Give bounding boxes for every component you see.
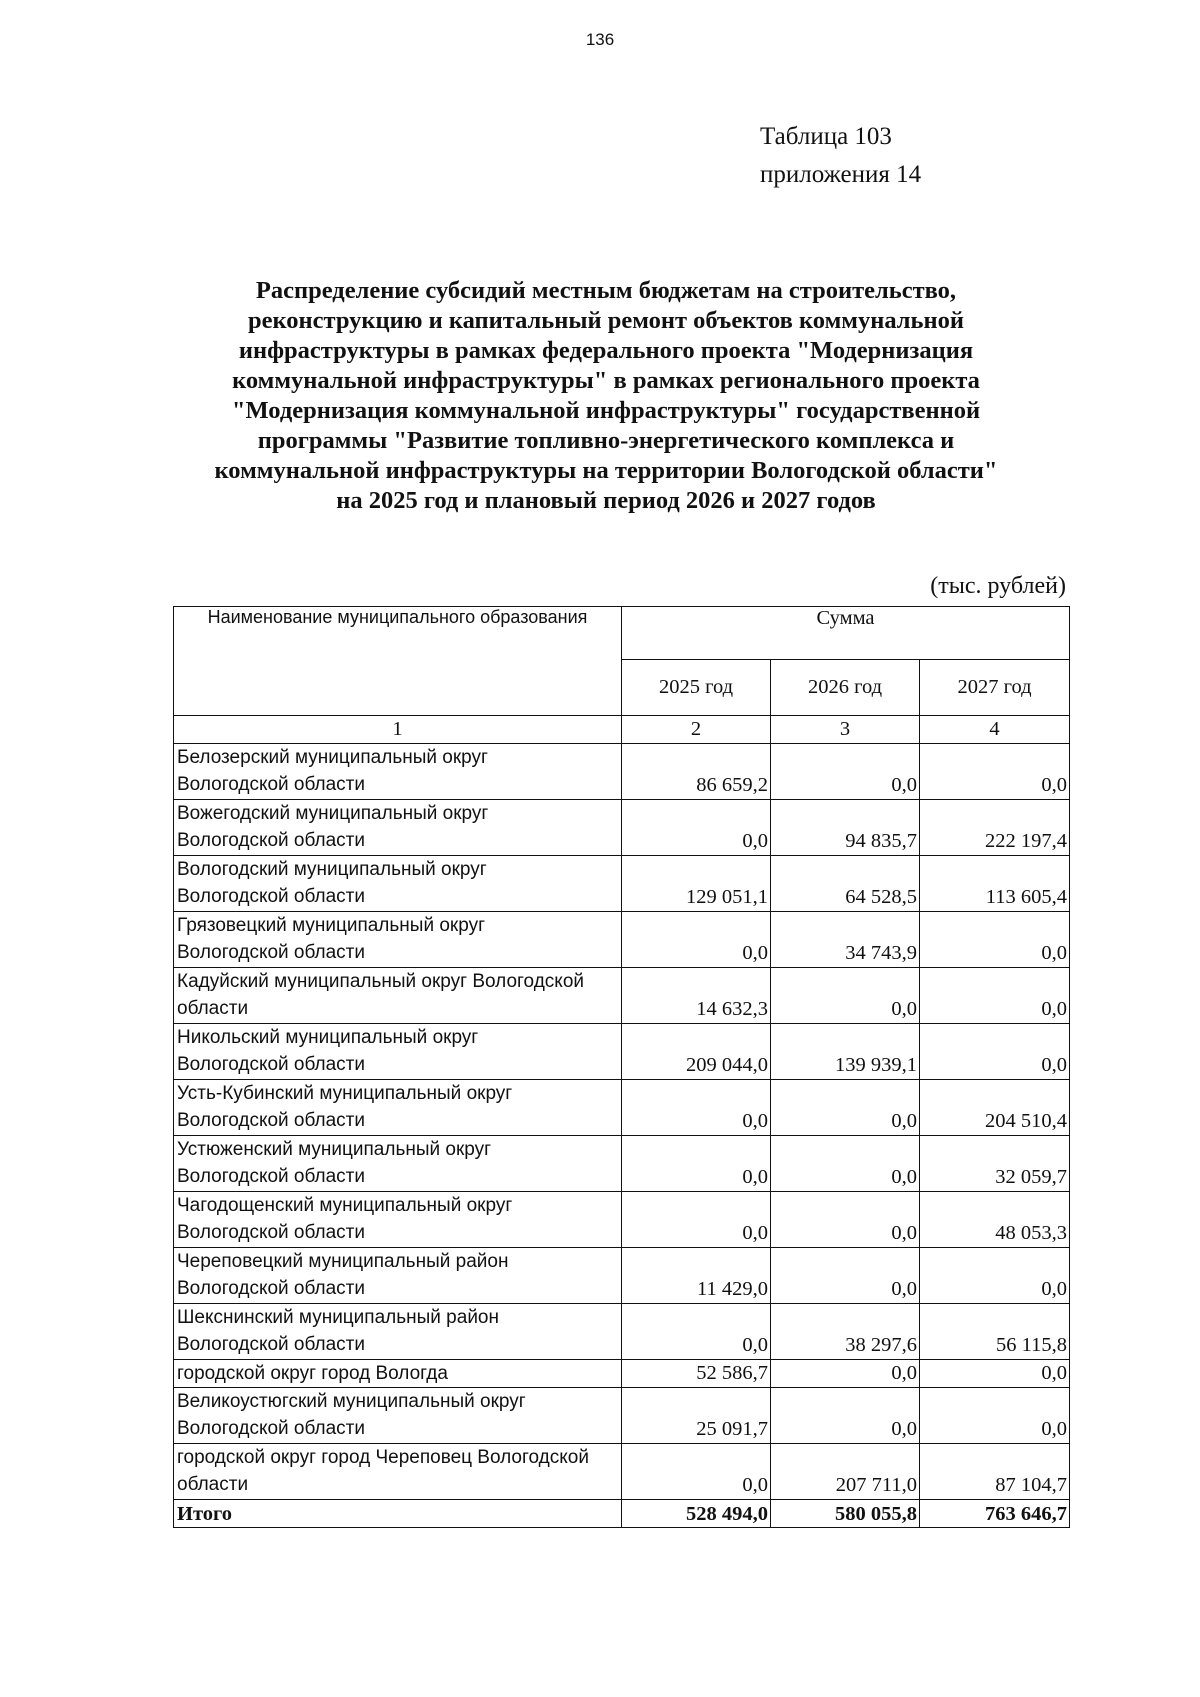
amount-2025-cell: 0,0 (622, 1136, 771, 1192)
municipality-name-line: Кадуйский муниципальный округ Вологодской (177, 971, 584, 992)
municipality-name-line: городской округ город Череповец Вологодской (177, 1447, 589, 1468)
municipality-name-cell (174, 1192, 622, 1248)
amount-2027-cell: 87 104,7 (920, 1444, 1070, 1500)
title-line: "Модернизация коммунальной инфраструктуры" государственной (231, 397, 981, 424)
page-number: 136 (585, 30, 615, 49)
amount-2026-cell: 0,0 (771, 1192, 920, 1248)
municipality-name-line: Вологодской области (177, 1166, 365, 1187)
amount-2027-cell: 222 197,4 (920, 800, 1070, 856)
municipality-name-line: Вологодской области (177, 1334, 365, 1355)
municipality-name-line: Череповецкий муниципальный район (177, 1251, 509, 1272)
amount-2026-cell: 0,0 (771, 1136, 920, 1192)
table-row (174, 1024, 1070, 1080)
municipality-name-line: Вожегодский муниципальный округ (177, 803, 489, 824)
title-line: коммунальной инфраструктуры на территории Вологодской области" (214, 457, 998, 484)
amount-2026-cell: 139 939,1 (771, 1024, 920, 1080)
amount-2025-cell: 0,0 (622, 1192, 771, 1248)
amount-2026-cell: 94 835,7 (771, 800, 920, 856)
table-row (174, 1136, 1070, 1192)
amount-2025-cell: 52 586,7 (622, 1360, 771, 1388)
header-municipality: Наименование муниципального образования (174, 607, 622, 716)
amount-2025-cell: 25 091,7 (622, 1388, 771, 1444)
amount-2027-cell: 0,0 (920, 912, 1070, 968)
column-number: 4 (920, 716, 1070, 744)
municipality-name-line: Вологодской области (177, 1054, 365, 1075)
municipality-name-cell (174, 1136, 622, 1192)
municipality-name-cell (174, 856, 622, 912)
amount-2025-cell: 0,0 (622, 1304, 771, 1360)
municipality-name-line: Вологодской области (177, 1278, 365, 1299)
table-row (174, 968, 1070, 1024)
total-2025-cell: 528 494,0 (622, 1500, 771, 1528)
municipality-name-line: Никольский муниципальный округ (177, 1027, 479, 1048)
header-year-2027: 2027 год (920, 660, 1070, 716)
municipality-name-line: городской округ город Вологда (177, 1363, 448, 1384)
column-number: 2 (622, 716, 771, 744)
amount-2025-cell: 0,0 (622, 800, 771, 856)
municipality-name-line: Устюженский муниципальный округ (177, 1139, 492, 1160)
municipality-name-line: Грязовецкий муниципальный округ (177, 915, 485, 936)
amount-2025-cell: 86 659,2 (622, 744, 771, 800)
municipality-name-line: Вологодской области (177, 1110, 365, 1131)
municipality-name-cell (174, 1444, 622, 1500)
amount-2027-cell: 0,0 (920, 744, 1070, 800)
amount-2026-cell: 38 297,6 (771, 1304, 920, 1360)
title-line: инфраструктуры в рамках федерального проекта "Модернизация (238, 337, 974, 364)
title-line: Распределение субсидий местным бюджетам на строительство, (255, 277, 957, 304)
table-row (174, 1388, 1070, 1444)
total-row (174, 1500, 1070, 1528)
subsidy-table (173, 606, 1070, 1528)
total-2026-cell: 580 055,8 (771, 1500, 920, 1528)
amount-2027-cell: 0,0 (920, 1360, 1070, 1388)
municipality-name-line: Вологодской области (177, 1222, 365, 1243)
amount-2025-cell: 14 632,3 (622, 968, 771, 1024)
amount-2027-cell: 204 510,4 (920, 1080, 1070, 1136)
municipality-name-cell (174, 800, 622, 856)
municipality-name-line: Белозерский муниципальный округ (177, 747, 488, 768)
amount-2026-cell: 34 743,9 (771, 912, 920, 968)
amount-2026-cell: 0,0 (771, 968, 920, 1024)
column-number: 3 (771, 716, 920, 744)
amount-2026-cell: 207 711,0 (771, 1444, 920, 1500)
units-label: (тыс. рублей) (930, 573, 1066, 599)
amount-2026-cell: 64 528,5 (771, 856, 920, 912)
header-year-2025: 2025 год (622, 660, 771, 716)
municipality-name-line: области (177, 1474, 249, 1495)
table-reference (760, 118, 921, 194)
header-sum: Сумма (622, 607, 1070, 660)
municipality-name-line: Шекснинский муниципальный район (177, 1307, 499, 1328)
total-label: Итого (174, 1500, 622, 1528)
title-line: реконструкцию и капитальный ремонт объектов коммунальной (248, 307, 964, 334)
column-number: 1 (174, 716, 622, 744)
amount-2026-cell: 0,0 (771, 1388, 920, 1444)
column-numbers-row (174, 716, 1070, 744)
municipality-name-cell (174, 1080, 622, 1136)
amount-2026-cell: 0,0 (771, 1248, 920, 1304)
header-year-2026: 2026 год (771, 660, 920, 716)
amount-2025-cell: 209 044,0 (622, 1024, 771, 1080)
municipality-name-line: Вологодской области (177, 942, 365, 963)
municipality-name-line: области (177, 998, 249, 1019)
municipality-name-line: Вологодской области (177, 830, 365, 851)
municipality-name-line: Вологодской области (177, 1418, 365, 1439)
municipality-name-line: Вологодской области (177, 886, 365, 907)
municipality-name-cell (174, 1304, 622, 1360)
municipality-name-line: Усть-Кубинский муниципальный округ (177, 1083, 513, 1104)
table-row (174, 1444, 1070, 1500)
table-row (174, 1360, 1070, 1388)
amount-2027-cell: 48 053,3 (920, 1192, 1070, 1248)
municipality-name-cell (174, 1248, 622, 1304)
amount-2027-cell: 113 605,4 (920, 856, 1070, 912)
municipality-name-cell (174, 912, 622, 968)
table-row (174, 912, 1070, 968)
table-row (174, 800, 1070, 856)
municipality-name-line: Вологодской области (177, 774, 365, 795)
municipality-name-cell (174, 1024, 622, 1080)
title-line: коммунальной инфраструктуры" в рамках регионального проекта (232, 367, 980, 394)
amount-2025-cell: 11 429,0 (622, 1248, 771, 1304)
municipality-name-cell (174, 968, 622, 1024)
municipality-name-line: Чагодощенский муниципальный округ (177, 1195, 513, 1216)
title-line: программы "Развитие топливно-энергетического комплекса и (257, 427, 955, 454)
table-number: Таблица 103 (760, 123, 892, 150)
amount-2025-cell: 0,0 (622, 912, 771, 968)
amount-2027-cell: 0,0 (920, 1388, 1070, 1444)
table-row (174, 744, 1070, 800)
table-row (174, 1080, 1070, 1136)
municipality-name-cell (174, 744, 622, 800)
municipality-name-line: Вологодский муниципальный округ (177, 859, 487, 880)
title-line: на 2025 год и плановый период 2026 и 2027 годов (336, 487, 876, 514)
amount-2027-cell: 0,0 (920, 1248, 1070, 1304)
amount-2025-cell: 0,0 (622, 1080, 771, 1136)
municipality-name-cell (174, 1360, 622, 1388)
table-row (174, 1192, 1070, 1248)
amount-2026-cell: 0,0 (771, 1080, 920, 1136)
document-title (200, 276, 1012, 516)
amount-2025-cell: 0,0 (622, 1444, 771, 1500)
table-row (174, 1304, 1070, 1360)
amount-2026-cell: 0,0 (771, 744, 920, 800)
amount-2027-cell: 56 115,8 (920, 1304, 1070, 1360)
municipality-name-line: Великоустюгский муниципальный округ (177, 1391, 526, 1412)
table-row (174, 856, 1070, 912)
amount-2027-cell: 0,0 (920, 1024, 1070, 1080)
amount-2025-cell: 129 051,1 (622, 856, 771, 912)
amount-2027-cell: 32 059,7 (920, 1136, 1070, 1192)
total-2027-cell: 763 646,7 (920, 1500, 1070, 1528)
table-row (174, 1248, 1070, 1304)
amount-2027-cell: 0,0 (920, 968, 1070, 1024)
amount-2026-cell: 0,0 (771, 1360, 920, 1388)
appendix-number: приложения 14 (760, 161, 922, 188)
municipality-name-cell (174, 1388, 622, 1444)
